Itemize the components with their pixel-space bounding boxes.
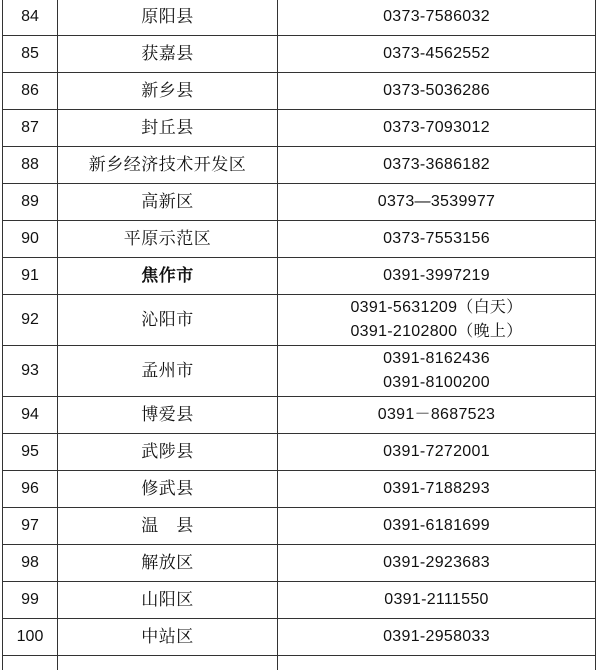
region-name: 新乡县	[58, 73, 278, 110]
table-row-partial	[3, 656, 596, 670]
table-row	[3, 434, 596, 471]
row-number: 88	[3, 147, 58, 184]
phone-line: 0391-2923683	[278, 551, 595, 575]
table-row	[3, 36, 596, 73]
phone-line: 0391-7188293	[278, 477, 595, 501]
phone-line: 0391-2111550	[278, 588, 595, 612]
table-row	[3, 295, 596, 346]
region-name: 温 县	[58, 508, 278, 545]
table-row	[3, 619, 596, 656]
region-name: 高新区	[58, 184, 278, 221]
phone-number	[278, 221, 596, 258]
region-name: 中站区	[58, 619, 278, 656]
empty-cell	[3, 656, 58, 670]
phone-number	[278, 295, 596, 346]
table-row	[3, 73, 596, 110]
phone-line: 0391-8162436	[278, 347, 595, 371]
region-name: 平原示范区	[58, 221, 278, 258]
phone-line: 0391-3997219	[278, 264, 595, 288]
phone-line: 0373-7586032	[278, 5, 595, 29]
row-number: 94	[3, 397, 58, 434]
phone-number	[278, 0, 596, 36]
row-number: 84	[3, 0, 58, 36]
phone-number	[278, 147, 596, 184]
row-number: 85	[3, 36, 58, 73]
region-name: 博爱县	[58, 397, 278, 434]
region-name: 解放区	[58, 545, 278, 582]
phone-number	[278, 110, 596, 147]
table-row	[3, 545, 596, 582]
table-row	[3, 110, 596, 147]
phone-number	[278, 619, 596, 656]
empty-cell	[58, 656, 278, 670]
phone-number	[278, 397, 596, 434]
empty-cell	[278, 656, 596, 670]
row-number: 98	[3, 545, 58, 582]
row-number: 95	[3, 434, 58, 471]
region-name: 武陟县	[58, 434, 278, 471]
phone-line: 0373—3539977	[278, 190, 595, 214]
phone-line: 0391－8687523	[278, 403, 595, 427]
phone-number	[278, 471, 596, 508]
row-number: 92	[3, 295, 58, 346]
city-name: 焦作市	[58, 258, 278, 295]
row-number: 100	[3, 619, 58, 656]
phone-number	[278, 346, 596, 397]
phone-line: 0373-4562552	[278, 42, 595, 66]
region-name: 新乡经济技术开发区	[58, 147, 278, 184]
row-number: 97	[3, 508, 58, 545]
phone-number	[278, 36, 596, 73]
phone-number	[278, 508, 596, 545]
row-number: 93	[3, 346, 58, 397]
contact-table	[2, 0, 596, 670]
phone-line: 0373-7553156	[278, 227, 595, 251]
phone-line: 0373-3686182	[278, 153, 595, 177]
region-name: 修武县	[58, 471, 278, 508]
table-row	[3, 582, 596, 619]
phone-line: 0373-7093012	[278, 116, 595, 140]
phone-number	[278, 434, 596, 471]
table-row	[3, 147, 596, 184]
phone-line: 0373-5036286	[278, 79, 595, 103]
phone-number	[278, 545, 596, 582]
region-name: 原阳县	[58, 0, 278, 36]
row-number: 99	[3, 582, 58, 619]
region-name: 获嘉县	[58, 36, 278, 73]
row-number: 96	[3, 471, 58, 508]
table-row	[3, 258, 596, 295]
table-row	[3, 0, 596, 36]
region-name: 封丘县	[58, 110, 278, 147]
region-name: 孟州市	[58, 346, 278, 397]
table-row	[3, 221, 596, 258]
phone-line: 0391-2958033	[278, 625, 595, 649]
table-row	[3, 471, 596, 508]
row-number: 86	[3, 73, 58, 110]
phone-line: 0391-5631209（白天）	[278, 296, 595, 320]
row-number: 89	[3, 184, 58, 221]
phone-line: 0391-8100200	[278, 371, 595, 395]
phone-line: 0391-6181699	[278, 514, 595, 538]
table-row	[3, 184, 596, 221]
table-row	[3, 346, 596, 397]
row-number: 90	[3, 221, 58, 258]
phone-line: 0391-2102800（晚上）	[278, 320, 595, 344]
row-number: 91	[3, 258, 58, 295]
row-number: 87	[3, 110, 58, 147]
phone-number	[278, 582, 596, 619]
phone-line: 0391-7272001	[278, 440, 595, 464]
phone-number	[278, 258, 596, 295]
phone-number	[278, 184, 596, 221]
table-row	[3, 508, 596, 545]
table-row	[3, 397, 596, 434]
region-name: 沁阳市	[58, 295, 278, 346]
region-name: 山阳区	[58, 582, 278, 619]
phone-number	[278, 73, 596, 110]
